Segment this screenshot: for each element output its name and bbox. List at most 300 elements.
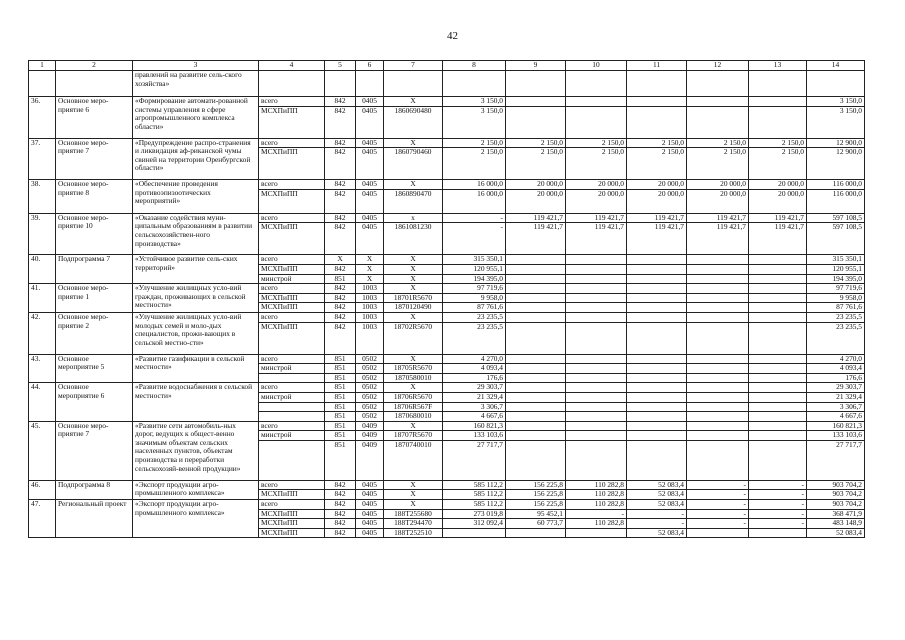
column-number: 9 bbox=[506, 61, 566, 71]
row-number-cell: 40. bbox=[29, 255, 56, 284]
value-cell: 597 108,5 bbox=[807, 213, 865, 223]
value-cell: 0405 bbox=[356, 106, 384, 138]
value-cell: всего bbox=[259, 97, 325, 107]
value-cell: 110 282,8 bbox=[566, 500, 627, 510]
value-cell: 842 bbox=[325, 293, 356, 303]
value-cell bbox=[749, 364, 807, 374]
value-cell: - bbox=[627, 519, 687, 529]
value-cell: 0502 bbox=[356, 392, 384, 402]
value-cell: 0405 bbox=[356, 528, 384, 538]
program-description-cell: правлений на развитие сель-ского хозяйства» bbox=[133, 71, 259, 97]
value-cell: 120 955,1 bbox=[807, 264, 865, 274]
value-cell: X bbox=[384, 500, 443, 510]
value-cell bbox=[506, 264, 566, 274]
value-cell bbox=[749, 312, 807, 322]
value-cell: 119 421,7 bbox=[506, 223, 566, 255]
value-cell: 110 282,8 bbox=[566, 480, 627, 490]
value-cell: 903 704,2 bbox=[807, 480, 865, 490]
table-row bbox=[29, 138, 865, 148]
value-cell: 156 225,8 bbox=[506, 490, 566, 500]
value-cell: 851 bbox=[325, 392, 356, 402]
value-cell: X bbox=[356, 255, 384, 265]
value-cell: 18705R5670 bbox=[384, 364, 443, 374]
value-cell: 3 150,0 bbox=[443, 97, 506, 107]
value-cell: всего bbox=[259, 383, 325, 393]
value-cell bbox=[749, 274, 807, 284]
value-cell bbox=[506, 71, 566, 97]
value-cell bbox=[566, 528, 627, 538]
value-cell: всего bbox=[259, 284, 325, 294]
value-cell: 0405 bbox=[356, 189, 384, 213]
program-description-cell: «Развитие водоснабжения в сельской местности» bbox=[133, 383, 259, 421]
page-number: 42 bbox=[447, 30, 458, 42]
value-cell: 0502 bbox=[356, 373, 384, 383]
table-row bbox=[29, 312, 865, 322]
value-cell: МСХПиПП bbox=[259, 528, 325, 538]
value-cell: всего bbox=[259, 213, 325, 223]
value-cell: 585 112,2 bbox=[443, 490, 506, 500]
value-cell bbox=[687, 373, 749, 383]
value-cell: 903 704,2 bbox=[807, 500, 865, 510]
program-description-cell: «Улучшение жилищных усло-вий молодых семей и моло-дых специалистов, прожи-вающих в сельской местно-сти» bbox=[133, 312, 259, 354]
value-cell: 0405 bbox=[356, 509, 384, 519]
value-cell: 20 000,0 bbox=[566, 180, 627, 190]
value-cell: 851 bbox=[325, 373, 356, 383]
value-cell bbox=[506, 106, 566, 138]
value-cell: 0502 bbox=[356, 354, 384, 364]
value-cell: X bbox=[384, 138, 443, 148]
value-cell: 87 761,6 bbox=[443, 303, 506, 313]
value-cell: 851 bbox=[325, 421, 356, 431]
value-cell: X bbox=[384, 421, 443, 431]
value-cell: 597 108,5 bbox=[807, 223, 865, 255]
value-cell bbox=[566, 364, 627, 374]
value-cell: X bbox=[356, 264, 384, 274]
value-cell: 160 821,3 bbox=[443, 421, 506, 431]
value-cell bbox=[384, 71, 443, 97]
value-cell: 842 bbox=[325, 138, 356, 148]
value-cell: МСХПиПП bbox=[259, 148, 325, 180]
program-name-cell: Основное меро-приятие 1 bbox=[56, 284, 133, 313]
table-row bbox=[29, 213, 865, 223]
value-cell: 842 bbox=[325, 264, 356, 274]
table-row bbox=[29, 354, 865, 364]
value-cell: 851 bbox=[325, 354, 356, 364]
value-cell: 4 093,4 bbox=[807, 364, 865, 374]
value-cell: 585 112,2 bbox=[443, 480, 506, 490]
value-cell bbox=[749, 421, 807, 431]
value-cell bbox=[627, 383, 687, 393]
column-number: 4 bbox=[259, 61, 325, 71]
value-cell: X bbox=[384, 284, 443, 294]
budget-table bbox=[28, 60, 865, 538]
value-cell bbox=[506, 364, 566, 374]
value-cell: 842 bbox=[325, 189, 356, 213]
value-cell: X bbox=[384, 255, 443, 265]
row-number-cell: 44. bbox=[29, 383, 56, 421]
value-cell bbox=[687, 97, 749, 107]
value-cell: 27 717,7 bbox=[443, 440, 506, 480]
value-cell: 97 719,6 bbox=[807, 284, 865, 294]
value-cell: 52 083,4 bbox=[627, 490, 687, 500]
value-cell: 842 bbox=[325, 322, 356, 354]
value-cell: 0405 bbox=[356, 223, 384, 255]
value-cell: 29 303,7 bbox=[443, 383, 506, 393]
column-number: 8 bbox=[443, 61, 506, 71]
column-number: 11 bbox=[627, 61, 687, 71]
program-name-cell: Основное меро-приятие 7 bbox=[56, 421, 133, 480]
value-cell bbox=[566, 97, 627, 107]
value-cell: 52 083,4 bbox=[627, 528, 687, 538]
value-cell bbox=[749, 354, 807, 364]
value-cell: 119 421,7 bbox=[627, 213, 687, 223]
value-cell: минстрой bbox=[259, 431, 325, 441]
value-cell: 0405 bbox=[356, 480, 384, 490]
value-cell bbox=[749, 528, 807, 538]
value-cell: - bbox=[566, 509, 627, 519]
value-cell bbox=[566, 255, 627, 265]
value-cell bbox=[687, 354, 749, 364]
value-cell: 2 150,0 bbox=[506, 138, 566, 148]
value-cell: 119 421,7 bbox=[687, 223, 749, 255]
value-cell bbox=[687, 440, 749, 480]
value-cell bbox=[506, 440, 566, 480]
value-cell bbox=[687, 392, 749, 402]
value-cell bbox=[687, 106, 749, 138]
value-cell: 842 bbox=[325, 500, 356, 510]
value-cell bbox=[749, 303, 807, 313]
value-cell bbox=[749, 97, 807, 107]
row-number-cell: 41. bbox=[29, 284, 56, 313]
table-row bbox=[29, 180, 865, 190]
value-cell bbox=[687, 421, 749, 431]
value-cell: 116 000,0 bbox=[807, 180, 865, 190]
program-name-cell: Основное меро-приятие 7 bbox=[56, 138, 133, 180]
value-cell: 176,6 bbox=[807, 373, 865, 383]
value-cell: X bbox=[384, 264, 443, 274]
column-number: 3 bbox=[133, 61, 259, 71]
value-cell: 1003 bbox=[356, 303, 384, 313]
value-cell: МСХПиПП bbox=[259, 322, 325, 354]
value-cell: X bbox=[384, 274, 443, 284]
value-cell bbox=[566, 354, 627, 364]
program-description-cell: «Устойчивое развитие сель-ских территорий» bbox=[133, 255, 259, 284]
value-cell: 851 bbox=[325, 274, 356, 284]
value-cell: 95 452,1 bbox=[506, 509, 566, 519]
value-cell bbox=[566, 303, 627, 313]
value-cell: 3 306,7 bbox=[443, 402, 506, 412]
value-cell: МСХПиПП bbox=[259, 303, 325, 313]
value-cell: - bbox=[749, 509, 807, 519]
value-cell: 20 000,0 bbox=[627, 180, 687, 190]
value-cell: 20 000,0 bbox=[687, 189, 749, 213]
value-cell bbox=[506, 97, 566, 107]
value-cell: 20 000,0 bbox=[627, 189, 687, 213]
value-cell bbox=[627, 421, 687, 431]
value-cell bbox=[566, 264, 627, 274]
value-cell: МСХПиПП bbox=[259, 490, 325, 500]
column-number: 12 bbox=[687, 61, 749, 71]
column-number: 6 bbox=[356, 61, 384, 71]
value-cell: всего bbox=[259, 480, 325, 490]
table-row bbox=[29, 71, 865, 97]
value-cell bbox=[749, 264, 807, 274]
value-cell bbox=[749, 106, 807, 138]
value-cell bbox=[687, 284, 749, 294]
value-cell: 851 bbox=[325, 364, 356, 374]
value-cell: 842 bbox=[325, 106, 356, 138]
column-number: 7 bbox=[384, 61, 443, 71]
value-cell: 585 112,2 bbox=[443, 500, 506, 510]
value-cell: 176,6 bbox=[443, 373, 506, 383]
value-cell bbox=[566, 431, 627, 441]
value-cell bbox=[566, 322, 627, 354]
value-cell bbox=[627, 264, 687, 274]
value-cell: всего bbox=[259, 500, 325, 510]
value-cell: 23 235,5 bbox=[807, 312, 865, 322]
value-cell: - bbox=[687, 519, 749, 529]
value-cell bbox=[749, 412, 807, 422]
value-cell: 851 bbox=[325, 402, 356, 412]
value-cell: 21 329,4 bbox=[807, 392, 865, 402]
value-cell: 315 350,1 bbox=[807, 255, 865, 265]
value-cell: X bbox=[384, 97, 443, 107]
value-cell: 194 395,0 bbox=[807, 274, 865, 284]
value-cell: 2 150,0 bbox=[749, 138, 807, 148]
value-cell: - bbox=[749, 500, 807, 510]
value-cell: 20 000,0 bbox=[506, 180, 566, 190]
value-cell bbox=[687, 312, 749, 322]
value-cell: 12 900,0 bbox=[807, 138, 865, 148]
value-cell: 2 150,0 bbox=[687, 138, 749, 148]
value-cell: всего bbox=[259, 312, 325, 322]
value-cell bbox=[627, 303, 687, 313]
value-cell: 1003 bbox=[356, 284, 384, 294]
row-number-cell: 47. bbox=[29, 500, 56, 538]
value-cell: x bbox=[384, 213, 443, 223]
value-cell: минстрой bbox=[259, 274, 325, 284]
value-cell: МСХПиПП bbox=[259, 519, 325, 529]
value-cell bbox=[749, 392, 807, 402]
value-cell bbox=[325, 71, 356, 97]
value-cell bbox=[566, 293, 627, 303]
value-cell: 4 667,6 bbox=[443, 412, 506, 422]
value-cell bbox=[627, 71, 687, 97]
value-cell: 12 900,0 bbox=[807, 148, 865, 180]
value-cell: - bbox=[749, 480, 807, 490]
value-cell bbox=[443, 71, 506, 97]
value-cell bbox=[627, 293, 687, 303]
value-cell bbox=[687, 293, 749, 303]
value-cell: 29 303,7 bbox=[807, 383, 865, 393]
value-cell: 0405 bbox=[356, 138, 384, 148]
row-number-cell bbox=[29, 71, 56, 97]
value-cell: 110 282,8 bbox=[566, 519, 627, 529]
value-cell bbox=[506, 255, 566, 265]
row-number-cell: 36. bbox=[29, 97, 56, 139]
value-cell bbox=[566, 106, 627, 138]
value-cell: 0405 bbox=[356, 148, 384, 180]
row-number-cell: 39. bbox=[29, 213, 56, 255]
column-number: 13 bbox=[749, 61, 807, 71]
value-cell: 3 150,0 bbox=[443, 106, 506, 138]
value-cell: 156 225,8 bbox=[506, 500, 566, 510]
value-cell bbox=[566, 284, 627, 294]
header-row bbox=[29, 61, 865, 71]
value-cell: 119 421,7 bbox=[687, 213, 749, 223]
row-number-cell: 43. bbox=[29, 354, 56, 383]
value-cell: - bbox=[627, 509, 687, 519]
value-cell: 133 103,6 bbox=[807, 431, 865, 441]
value-cell: 1003 bbox=[356, 293, 384, 303]
value-cell: 20 000,0 bbox=[687, 180, 749, 190]
value-cell: 1003 bbox=[356, 312, 384, 322]
value-cell: 1870680010 bbox=[384, 412, 443, 422]
value-cell bbox=[749, 293, 807, 303]
value-cell: - bbox=[687, 500, 749, 510]
value-cell bbox=[627, 274, 687, 284]
column-number: 10 bbox=[566, 61, 627, 71]
value-cell: 119 421,7 bbox=[627, 223, 687, 255]
value-cell: 851 bbox=[325, 431, 356, 441]
value-cell bbox=[749, 322, 807, 354]
value-cell: X bbox=[384, 312, 443, 322]
value-cell: МСХПиПП bbox=[259, 189, 325, 213]
value-cell: МСХПиПП bbox=[259, 293, 325, 303]
value-cell: 119 421,7 bbox=[749, 223, 807, 255]
value-cell: 97 719,6 bbox=[443, 284, 506, 294]
value-cell bbox=[749, 431, 807, 441]
value-cell bbox=[259, 412, 325, 422]
value-cell: 842 bbox=[325, 180, 356, 190]
value-cell bbox=[749, 71, 807, 97]
value-cell: 2 150,0 bbox=[627, 138, 687, 148]
value-cell: X bbox=[384, 354, 443, 364]
program-description-cell: «Предупреждение распро-странения и ликвидация аф-риканской чумы свиней на территории Оренбургской области» bbox=[133, 138, 259, 180]
value-cell: X bbox=[384, 480, 443, 490]
value-cell bbox=[687, 412, 749, 422]
value-cell: 20 000,0 bbox=[749, 189, 807, 213]
value-cell bbox=[627, 354, 687, 364]
value-cell: 110 282,8 bbox=[566, 490, 627, 500]
value-cell bbox=[627, 364, 687, 374]
value-cell bbox=[627, 284, 687, 294]
program-name-cell: Региональный проект bbox=[56, 500, 133, 538]
program-description-cell: «Оказание содействия муни-ципальным образованиям в развитии сельскохозяйствен-ного производства» bbox=[133, 213, 259, 255]
value-cell bbox=[506, 392, 566, 402]
value-cell bbox=[566, 274, 627, 284]
program-name-cell: Основное меро-приятие 8 bbox=[56, 180, 133, 214]
value-cell bbox=[566, 383, 627, 393]
table-row bbox=[29, 284, 865, 294]
column-number: 1 bbox=[29, 61, 56, 71]
value-cell: всего bbox=[259, 180, 325, 190]
value-cell: 119 421,7 bbox=[566, 213, 627, 223]
value-cell bbox=[506, 431, 566, 441]
table-row bbox=[29, 480, 865, 490]
value-cell: 1870740010 bbox=[384, 440, 443, 480]
program-name-cell: Основное мероприятие 6 bbox=[56, 383, 133, 421]
value-cell bbox=[687, 264, 749, 274]
value-cell: 18702R5670 bbox=[384, 322, 443, 354]
value-cell: 0502 bbox=[356, 364, 384, 374]
value-cell: 842 bbox=[325, 284, 356, 294]
value-cell: минстрой bbox=[259, 392, 325, 402]
row-number-cell: 42. bbox=[29, 312, 56, 354]
value-cell: 1870120490 bbox=[384, 303, 443, 313]
value-cell: 3 306,7 bbox=[807, 402, 865, 412]
value-cell bbox=[506, 303, 566, 313]
value-cell bbox=[627, 106, 687, 138]
program-name-cell bbox=[56, 71, 133, 97]
value-cell: 842 bbox=[325, 213, 356, 223]
value-cell: 23 235,5 bbox=[443, 322, 506, 354]
value-cell bbox=[627, 392, 687, 402]
value-cell bbox=[506, 373, 566, 383]
value-cell bbox=[749, 255, 807, 265]
value-cell bbox=[807, 71, 865, 97]
value-cell: 0405 bbox=[356, 180, 384, 190]
program-description-cell: «Экспорт продукции агро-промышленного комплекса» bbox=[133, 500, 259, 538]
value-cell: 18706R567F bbox=[384, 402, 443, 412]
value-cell: всего bbox=[259, 354, 325, 364]
value-cell: - bbox=[687, 490, 749, 500]
value-cell: 4 270,0 bbox=[807, 354, 865, 364]
value-cell: 842 bbox=[325, 490, 356, 500]
value-cell: МСХПиПП bbox=[259, 509, 325, 519]
value-cell: 2 150,0 bbox=[749, 148, 807, 180]
value-cell: 0502 bbox=[356, 412, 384, 422]
value-cell: МСХПиПП bbox=[259, 106, 325, 138]
value-cell: 156 225,8 bbox=[506, 480, 566, 490]
program-description-cell: «Формирование автомати-рованной системы управления в сфере агропромышленного комплекса области» bbox=[133, 97, 259, 139]
value-cell bbox=[627, 373, 687, 383]
value-cell bbox=[627, 322, 687, 354]
value-cell bbox=[506, 421, 566, 431]
value-cell: 851 bbox=[325, 383, 356, 393]
value-cell: 2 150,0 bbox=[443, 148, 506, 180]
value-cell: МСХПиПП bbox=[259, 223, 325, 255]
value-cell: всего bbox=[259, 421, 325, 431]
value-cell bbox=[749, 383, 807, 393]
value-cell: 119 421,7 bbox=[566, 223, 627, 255]
value-cell: 2 150,0 bbox=[506, 148, 566, 180]
value-cell: 273 019,8 bbox=[443, 509, 506, 519]
row-number-cell: 46. bbox=[29, 480, 56, 499]
value-cell: 23 235,5 bbox=[443, 312, 506, 322]
value-cell: 0405 bbox=[356, 519, 384, 529]
program-name-cell: Основное меро-приятие 6 bbox=[56, 97, 133, 139]
value-cell: 21 329,4 bbox=[443, 392, 506, 402]
value-cell bbox=[687, 402, 749, 412]
value-cell: 0409 bbox=[356, 431, 384, 441]
value-cell bbox=[687, 71, 749, 97]
value-cell bbox=[566, 440, 627, 480]
program-description-cell: «Обеспечение проведения противоэпизоотических мероприятий» bbox=[133, 180, 259, 214]
value-cell: 160 821,3 bbox=[807, 421, 865, 431]
value-cell bbox=[627, 312, 687, 322]
value-cell: 842 bbox=[325, 509, 356, 519]
value-cell: 120 955,1 bbox=[443, 264, 506, 274]
value-cell: 18707R5670 bbox=[384, 431, 443, 441]
value-cell: 0405 bbox=[356, 97, 384, 107]
value-cell: 188T294470 bbox=[384, 519, 443, 529]
value-cell: 2 150,0 bbox=[443, 138, 506, 148]
value-cell: 52 083,4 bbox=[807, 528, 865, 538]
value-cell bbox=[566, 412, 627, 422]
value-cell: 2 150,0 bbox=[687, 148, 749, 180]
value-cell bbox=[259, 373, 325, 383]
